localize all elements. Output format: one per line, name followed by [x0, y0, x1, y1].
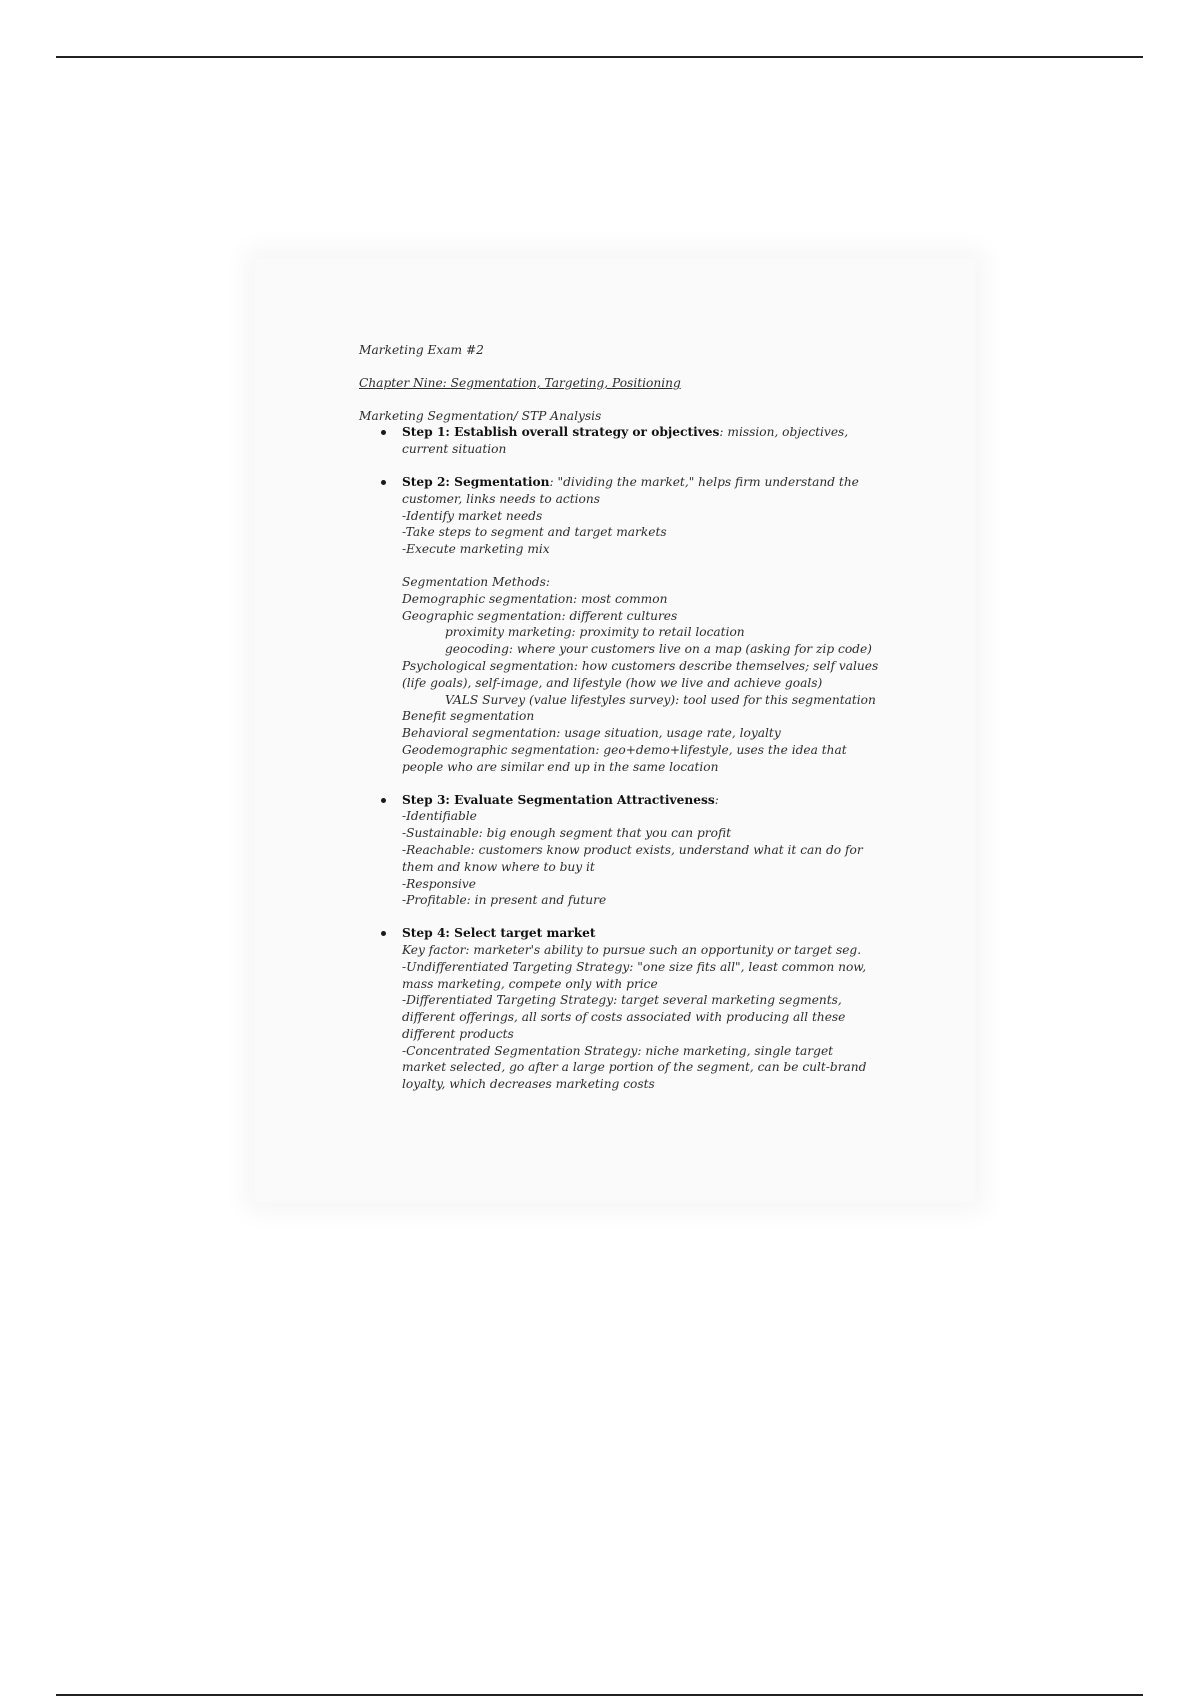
document-title: Marketing Exam #2: [359, 343, 484, 357]
step-text: :: [714, 792, 719, 807]
document-body: [359, 342, 879, 1109]
bullet-icon: [381, 931, 386, 936]
bullet-icon: [381, 798, 386, 803]
step-4: [359, 925, 879, 1093]
step-line: -Undifferentiated Targeting Strategy: "one size fits all", least common now, mass marketing, compete only with price: [402, 959, 867, 991]
step-line: -Sustainable: big enough segment that you can profit: [402, 826, 731, 841]
step-line: Key factor: marketer's ability to pursue such an opportunity or target seg.: [402, 942, 862, 957]
method-line: Psychological segmentation: how customers describe themselves; self values (life goals), self-image, and lifestyle (how we live and achieve goals): [402, 658, 879, 690]
step-line: -Differentiated Targeting Strategy: target several marketing segments, different offerings, all sorts of costs associated with producing all these different products: [402, 993, 846, 1041]
spacer: [402, 558, 879, 574]
method-line: Benefit segmentation: [402, 709, 535, 724]
step-line: -Take steps to segment and target markets: [402, 525, 667, 540]
step-3: [359, 792, 879, 910]
method-line: Geodemographic segmentation: geo+demo+lifestyle, uses the idea that people who are similar end up in the same location: [402, 742, 847, 774]
step-line: -Identifiable: [402, 809, 477, 824]
method-line: Demographic segmentation: most common: [402, 591, 668, 606]
top-rule: [56, 56, 1143, 58]
bullet-icon: [381, 430, 386, 435]
step-line: -Execute marketing mix: [402, 542, 550, 557]
bullet-icon: [381, 480, 386, 485]
methods-heading: Segmentation Methods:: [402, 574, 550, 589]
step-label: Step 3: Evaluate Segmentation Attractiveness: [402, 792, 715, 807]
method-line: Geographic segmentation: different cultures: [402, 608, 678, 623]
step-line: -Concentrated Segmentation Strategy: niche marketing, single target market selected, go after a large portion of the segment, can be cult-brand loyalty, which decreases marketing costs: [402, 1043, 867, 1092]
method-subline: VALS Survey (value lifestyles survey): tool used for this segmentation: [445, 692, 876, 707]
step-text: : mission, objectives, current situation: [402, 425, 849, 457]
step-label: Step 2: Segmentation: [402, 474, 550, 489]
chapter-heading: Chapter Nine: Segmentation, Targeting, Positioning: [359, 375, 681, 390]
step-2: [359, 474, 879, 776]
step-1: [359, 424, 879, 458]
step-line: -Responsive: [402, 876, 476, 891]
section-heading: Marketing Segmentation/ STP Analysis: [359, 408, 602, 423]
method-subline: proximity marketing: proximity to retail location: [445, 625, 745, 640]
step-label: Step 1: Establish overall strategy or objectives: [402, 425, 720, 440]
steps-list: [359, 424, 879, 1093]
step-label: Step 4: Select target market: [402, 926, 596, 941]
step-text: : "dividing the market," helps firm understand the customer, links needs to actions: [402, 474, 859, 506]
step-line: -Identify market needs: [402, 508, 543, 523]
step-line: -Reachable: customers know product exists, understand what it can do for them and know where to buy it: [402, 842, 863, 874]
method-subline: geocoding: where your customers live on a map (asking for zip code): [445, 642, 872, 657]
method-line: Behavioral segmentation: usage situation, usage rate, loyalty: [402, 726, 781, 741]
bottom-rule: [56, 1694, 1143, 1696]
step-line: -Profitable: in present and future: [402, 893, 607, 908]
